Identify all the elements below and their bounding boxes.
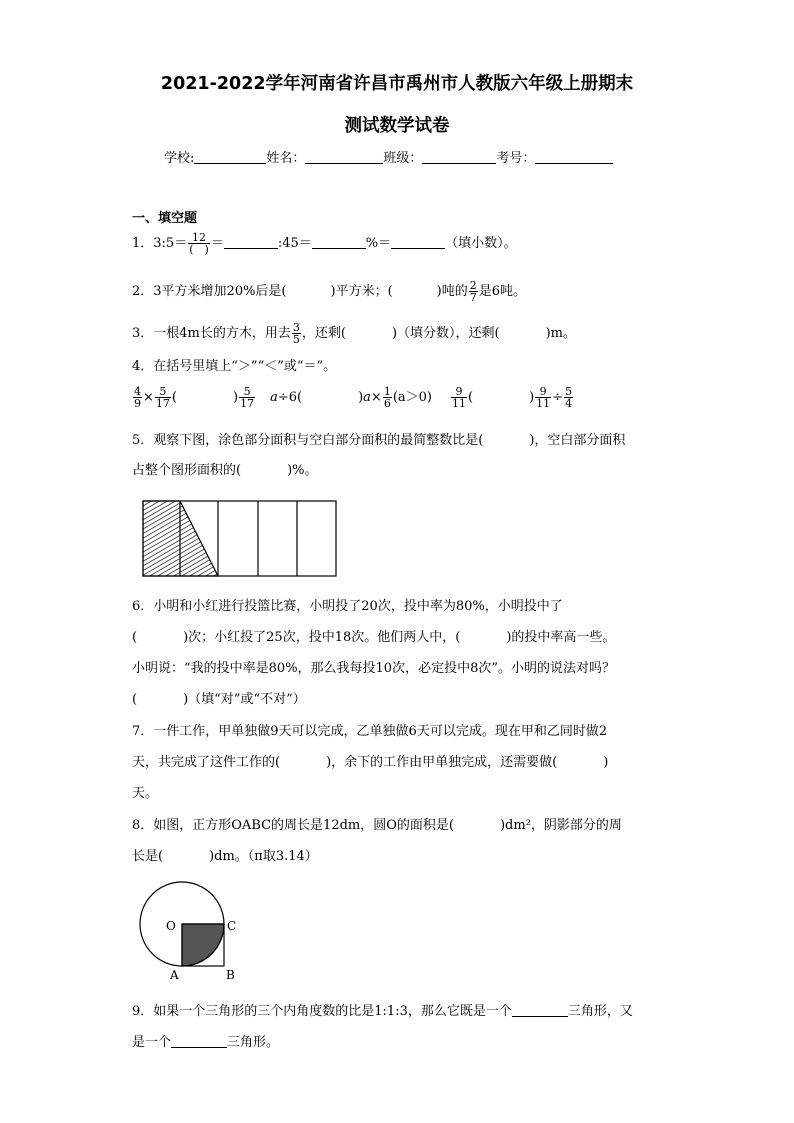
q1-prefix: 1．3:5＝ — [132, 236, 188, 251]
q4-c2-n: 5 — [239, 386, 255, 398]
q3-frac-num: 3 — [292, 321, 300, 334]
q9-line2-a: 是一个 — [132, 1035, 172, 1050]
q3-text-d: )m。 — [545, 326, 577, 341]
question-4: 4．在括号里填上“＞”“＜”或“＝”。 — [132, 359, 337, 374]
q4-c2-d: 17 — [240, 397, 255, 410]
q6-line2-c: )的投中率高一些。 — [506, 630, 616, 645]
question-8-line1 — [132, 817, 622, 835]
section-fill-in-title: 一、填空题 — [132, 211, 198, 226]
q4-c1-frac2 — [155, 386, 171, 409]
q4-c1-frac1 — [133, 386, 142, 409]
q4-c6-d1: 11 — [536, 397, 551, 410]
q9-blank-1[interactable] — [512, 1004, 568, 1017]
question-7-line2 — [132, 754, 608, 772]
q6-line2-b: )次；小红投了25次，投中18次。他们两人中，( — [183, 630, 461, 645]
question-3 — [132, 322, 576, 345]
question-1 — [132, 232, 517, 255]
q8-label-a: A — [170, 968, 179, 982]
q8-figure-circle-square — [132, 878, 252, 984]
q4-c1-close: ) — [232, 390, 239, 405]
q4-c6-n1: 9 — [535, 386, 551, 398]
q5-line1-b: )，空白部分面积 — [529, 433, 626, 448]
q9-blank-2[interactable] — [171, 1035, 227, 1048]
q3-text-a: 3．一根4m长的方木，用去 — [132, 326, 291, 341]
q4-c5-frac — [451, 386, 467, 409]
q7-line2-c: ) — [603, 755, 609, 770]
q8-label-c: C — [227, 919, 237, 933]
question-9-line1 — [132, 1003, 633, 1021]
q1-blank-1[interactable] — [224, 236, 278, 249]
exam-no-blank[interactable] — [535, 150, 613, 164]
q3-frac-den: 5 — [292, 333, 300, 346]
q5-line2-b: )%。 — [287, 463, 318, 478]
q2-fraction — [469, 280, 478, 303]
q4-c6-op: ÷ — [552, 390, 564, 405]
q4-c6-frac1 — [535, 386, 551, 409]
q4-c3-a: a — [270, 390, 278, 405]
q4-c1-op: × — [143, 390, 154, 405]
q4-c4-a: a — [363, 390, 371, 405]
q3-text-c: )（填分数），还剩( — [391, 326, 500, 341]
q7-line2-b: )，余下的工作由甲单独完成，还需要做( — [326, 755, 558, 770]
exam-title-line2: 测试数学试卷 — [344, 116, 450, 136]
q4-c4-d: 6 — [383, 397, 391, 410]
q1-ratio-45: :45＝ — [277, 236, 312, 251]
q5-figure-rectangle — [140, 498, 340, 580]
question-6-line3: 小明说：“我的投中率是80%，那么我每投10次，必定投中8次”。小明的说法对吗？ — [132, 661, 615, 676]
q4-c6-frac2 — [564, 386, 573, 409]
class-blank[interactable] — [422, 150, 496, 164]
q4-c4-n: 1 — [383, 385, 391, 398]
q1-numerator: 12 — [188, 232, 210, 244]
q1-blank-2[interactable] — [312, 236, 366, 249]
q4-c5-n: 9 — [451, 386, 467, 398]
q4-c4-cond: (a＞0) — [392, 390, 432, 405]
question-5-line1 — [132, 432, 625, 450]
q8-line2-b: )dm。（π取3.14） — [209, 849, 318, 864]
q4-c3-close: ) — [358, 390, 364, 405]
q4-c5-d: 11 — [452, 397, 466, 410]
q2-text-d: 是6吨。 — [478, 284, 527, 299]
q1-fraction — [188, 232, 210, 255]
q4-c1-n2: 5 — [155, 386, 171, 398]
question-9-line2 — [132, 1034, 279, 1052]
q1-percent: %＝ — [365, 236, 392, 251]
q2-text-a: 2．3平方米增加20%后是( — [132, 284, 287, 299]
q6-line4-b: )（填“对”或“不对”） — [183, 692, 306, 707]
q2-frac-den: 7 — [469, 291, 477, 304]
q3-text-b: ，还剩( — [301, 326, 346, 341]
q2-frac-num: 2 — [469, 279, 477, 292]
name-blank[interactable] — [305, 150, 383, 164]
q4-c6-n2: 5 — [565, 385, 573, 398]
q5-line2-a: 占整个图形面积的( — [132, 463, 242, 478]
q7-line2-a: 天，共完成了这件工作的( — [132, 755, 281, 770]
q1-denominator[interactable]: ( ) — [189, 243, 209, 256]
q2-text-b: )平方米；( — [330, 284, 393, 299]
q4-c1-open: ( — [171, 390, 177, 405]
q8-label-o: O — [166, 919, 176, 933]
q3-fraction — [292, 322, 301, 345]
q6-line2-a: ( — [132, 630, 138, 645]
question-6-line1: 6．小明和小红进行投篮比赛，小明投了20次，投中率为80%，小明投中了 — [132, 599, 563, 614]
q2-text-c: )吨的 — [436, 284, 468, 299]
school-label: 学校: — [164, 151, 195, 166]
q9-line2-b: 三角形。 — [227, 1035, 280, 1050]
q9-line1-a: 9．如果一个三角形的三个内角度数的比是1:1:3，那么它既是一个 — [132, 1004, 512, 1019]
q4-c1-d2: 17 — [155, 397, 170, 410]
q4-c6-d2: 4 — [565, 397, 573, 410]
q1-blank-3[interactable] — [391, 236, 445, 249]
name-label: 姓名： — [266, 151, 306, 166]
q9-line1-b: 三角形，又 — [567, 1004, 633, 1019]
school-blank[interactable] — [194, 150, 266, 164]
q4-c4-frac — [383, 386, 392, 409]
q4-c3-open: ( — [297, 390, 303, 405]
q4-c2-frac — [239, 386, 255, 409]
question-8-line2 — [132, 848, 318, 866]
q4-c1-n1: 4 — [134, 385, 141, 398]
q1-equals: ＝ — [210, 236, 224, 251]
student-info-row — [164, 147, 613, 166]
q8-line1-a: 8．如图，正方形OABC的周长是12dm，圆O的面积是( — [132, 818, 454, 833]
q4-c1-d1: 9 — [134, 397, 141, 410]
question-6-line4 — [132, 691, 306, 709]
q4-c4-op: × — [370, 390, 382, 405]
question-2 — [132, 280, 526, 303]
q6-line4-a: ( — [132, 692, 138, 707]
question-7-line1: 7．一件工作，甲单独做9天可以完成，乙单独做6天可以完成。现在甲和乙同时做2 — [132, 724, 608, 739]
q8-line1-b: )dm²，阴影部分的周 — [499, 818, 622, 833]
q5-line1-a: 5．观察下图，涂色部分面积与空白部分面积的最简整数比是( — [132, 433, 484, 448]
q8-label-b: B — [226, 968, 235, 982]
question-4-comparisons — [132, 386, 574, 409]
q4-c3-op: ÷6 — [277, 390, 297, 405]
exam-no-label: 考号： — [496, 151, 536, 166]
question-6-line2 — [132, 629, 615, 647]
question-7-line3: 天。 — [132, 786, 159, 801]
class-label: 班级： — [383, 151, 423, 166]
q1-suffix: （填小数）。 — [445, 236, 517, 251]
q4-c5-close: ) — [529, 390, 535, 405]
q8-line2-a: 长是( — [132, 849, 164, 864]
exam-title-line1: 2021-2022学年河南省许昌市禹州市人教版六年级上册期末 — [160, 74, 634, 94]
q4-c5-open: ( — [468, 390, 474, 405]
question-5-line2 — [132, 462, 318, 480]
q8-shaded-region — [182, 924, 224, 966]
